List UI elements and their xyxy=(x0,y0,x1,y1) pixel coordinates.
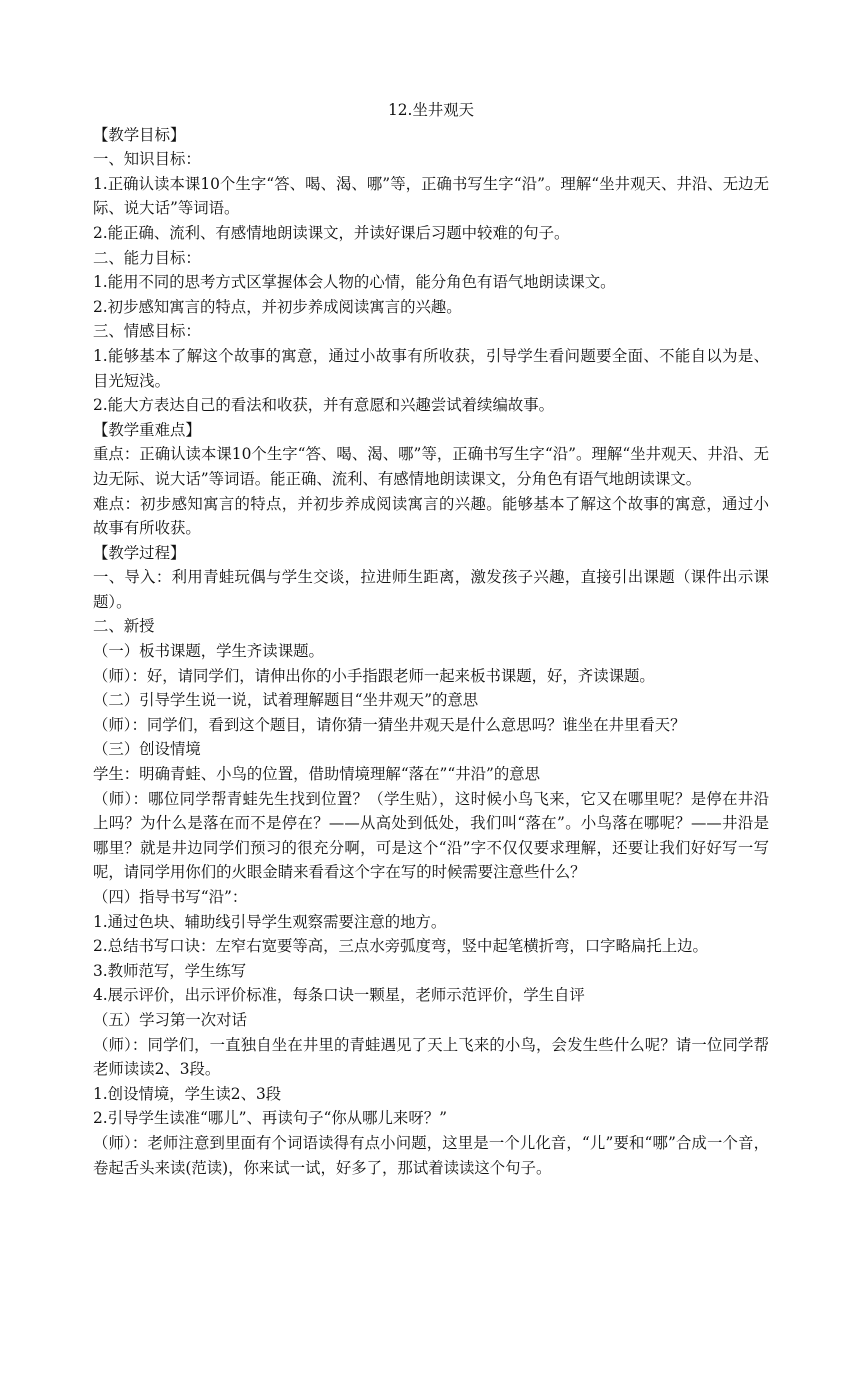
section-heading-process: 【教学过程】 xyxy=(93,543,186,562)
subheading-knowledge: 一、知识目标： xyxy=(93,150,201,169)
subheading-emotion: 三、情感目标： xyxy=(93,322,201,341)
paragraph: 2.能正确、流利、有感情地朗读课文，并读好课后习题中较难的句子。 xyxy=(93,223,570,242)
paragraph: 1.能用不同的思考方式区掌握体会人物的心情，能分角色有语气地朗读课文。 xyxy=(93,273,616,292)
paragraph: 2.引导学生读准“哪儿”、再读句子“你从哪儿来呀？” xyxy=(93,1109,447,1128)
subheading-new-lesson: 二、新授 xyxy=(93,617,155,636)
paragraph: （一）板书课题，学生齐读课题。 xyxy=(93,642,324,661)
paragraph: （四）指导书写“沿”： xyxy=(93,888,248,906)
document-title: 12.坐井观天 xyxy=(387,101,475,119)
paragraph: （师）：好，请同学们，请伸出你的小手指跟老师一起来板书课题，好，齐读课题。 xyxy=(93,666,655,685)
section-heading-key-points: 【教学重难点】 xyxy=(93,420,201,439)
section-heading-objectives: 【教学目标】 xyxy=(93,125,186,144)
paragraph: （五）学习第一次对话 xyxy=(93,1010,247,1029)
paragraph: 3.教师范写，学生练写 xyxy=(93,961,247,980)
paragraph: 1.正确认读本课10个生字“答、喝、渴、哪”等，正确书写生字“沿”。理解“坐井观天、井沿、无边无际、说大话”等词语。 xyxy=(93,174,769,218)
paragraph: 难点：初步感知寓言的特点，并初步养成阅读寓言的兴趣。能够基本了解这个故事的寓意，通过小故事有所收获。 xyxy=(93,494,769,538)
paragraph: （师）：同学们，看到这个题目，请你猜一猜坐井观天是什么意思吗？谁坐在井里看天？ xyxy=(93,715,686,734)
paragraph: 1.创设情境，学生读2、3段 xyxy=(93,1084,282,1103)
paragraph: 2.能大方表达自己的看法和收获，并有意愿和兴趣尝试着续编故事。 xyxy=(93,396,555,415)
document-page xyxy=(93,98,769,1180)
paragraph: （二）引导学生说一说，试着理解题目“坐井观天”的意思 xyxy=(93,691,479,710)
paragraph: 学生：明确青蛙、小鸟的位置，借助情境理解“落在”“井沿”的意思 xyxy=(93,765,541,784)
paragraph: 4.展示评价，出示评价标准，每条口诀一颗星，老师示范评价，学生自评 xyxy=(93,986,585,1005)
subheading-ability: 二、能力目标： xyxy=(93,248,201,267)
paragraph: 2.总结书写口诀：左窄右宽要等高，三点水旁弧度弯，竖中起笔横折弯，口字略扁托上边。 xyxy=(93,937,708,956)
paragraph: 一、导入：利用青蛙玩偶与学生交谈，拉进师生距离，激发孩子兴趣，直接引出课题（课件出示课题）。 xyxy=(93,568,769,611)
paragraph: 1.通过色块、辅助线引导学生观察需要注意的地方。 xyxy=(93,912,447,931)
paragraph: （师）：同学们，一直独自坐在井里的青蛙遇见了天上飞来的小鸟，会发生些什么呢？请一位同学帮老师读读2、3段。 xyxy=(93,1035,769,1079)
paragraph: （师）：哪位同学帮青蛙先生找到位置？（学生贴），这时候小鸟飞来，它又在哪里呢？是停在井沿上吗？为什么是落在而不是停在？——从高处到低处，我们叫“落在”。小鸟落在哪呢？——井沿是哪里？就是井边同学们预习的很充分啊，可是这个“沿”字不仅仅要求理解，还要让我们好好写一写呢，请同学用你们的火眼金睛来看看这个字在写的时候需要注意些什么？ xyxy=(93,789,769,882)
paragraph: （三）创设情境 xyxy=(93,740,201,759)
paragraph: （师）：老师注意到里面有个词语读得有点小问题，这里是一个儿化音，“儿”要和“哪”合成一个音，卷起舌头来读(范读)，你来试一试，好多了，那试着读读这个句子。 xyxy=(93,1133,769,1177)
paragraph: 2.初步感知寓言的特点，并初步养成阅读寓言的兴趣。 xyxy=(93,297,462,316)
paragraph: 重点：正确认读本课10个生字“答、喝、渴、哪”等，正确书写生字“沿”。理解“坐井观天、井沿、无边无际、说大话”等词语。能正确、流利、有感情地朗读课文，分角色有语气地朗读课文。 xyxy=(93,445,769,488)
paragraph: 1.能够基本了解这个故事的寓意，通过小故事有所收获，引导学生看问题要全面、不能自以为是、目光短浅。 xyxy=(93,346,769,390)
